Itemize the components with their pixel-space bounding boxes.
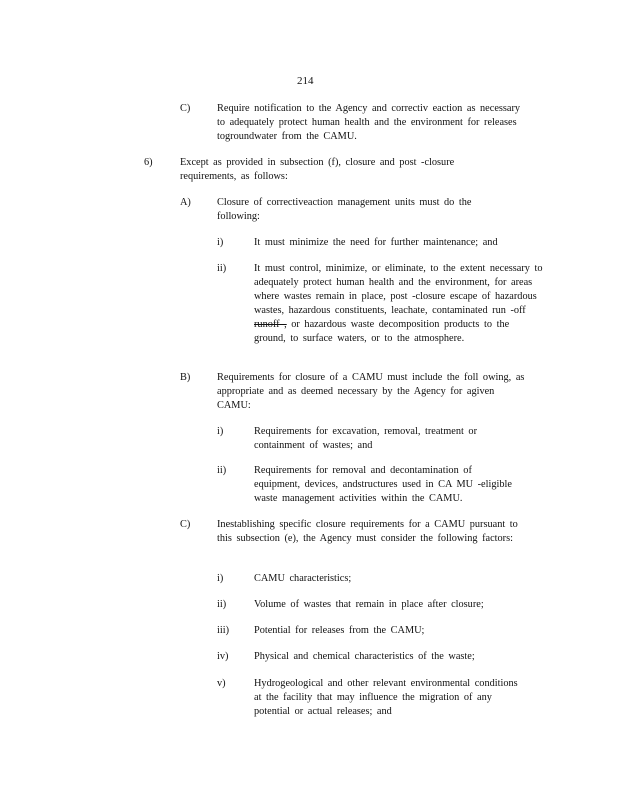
subsection-b-i-text: Requirements for excavation, removal, treatment or containment of wastes; and xyxy=(254,426,478,451)
subsection-c-ii-label: ii) xyxy=(217,599,227,610)
item-6-text: Except as provided in subsection (f), closure and post -closure requirements, as follows: xyxy=(180,157,455,182)
subsection-c-iv-text: Physical and chemical characteristics of the waste; xyxy=(254,651,475,662)
subsection-c-iii-label: iii) xyxy=(217,625,230,636)
subsection-c-i-text: CAMU characteristics; xyxy=(254,573,352,584)
struck-text: runoff , xyxy=(254,319,287,330)
subsection-a-label: A) xyxy=(180,197,191,208)
subsection-b-text: Requirements for closure of a CAMU must include the foll owing, as appropriate and as deemed necessary by the Agency for agiven CAMU: xyxy=(217,372,525,411)
item-6-label: 6) xyxy=(144,157,153,168)
subsection-c-label: C) xyxy=(180,519,191,530)
subsection-c-iii-text: Potential for releases from the CAMU; xyxy=(254,625,425,636)
subsection-c-v-text: Hydrogeological and other relevant environmental conditions at the facility that may influence the migration of any potential or actual releases; and xyxy=(254,678,518,717)
subsection-c-v-label: v) xyxy=(217,678,226,689)
subsection-a-i-label: i) xyxy=(217,237,224,248)
item-c-text: Require notification to the Agency and correctiv eaction as necessary to adequately protect human health and the environment for releases togroundwater from the CAMU. xyxy=(217,103,521,142)
subsection-a-ii-text xyxy=(254,262,544,346)
subsection-a-i-text: It must minimize the need for further maintenance; and xyxy=(254,237,498,248)
subsection-b-i-label: i) xyxy=(217,426,224,437)
subsection-c-ii-text: Volume of wastes that remain in place after closure; xyxy=(254,599,484,610)
subsection-a-ii-text-before: It must control, minimize, or eliminate, to the extent necessary to adequately protect human health and the environment, for areas where wastes remain in place, post -closure escape of hazardous wastes, hazardous constituents, leachate, contaminated run -off xyxy=(254,263,543,316)
subsection-b-label: B) xyxy=(180,372,191,383)
subsection-b-ii-label: ii) xyxy=(217,465,227,476)
page-number: 214 xyxy=(297,75,314,87)
subsection-a-ii-text-after: or hazardous waste decomposition products to the ground, to surface waters, or to the atmosphere. xyxy=(254,319,510,344)
item-c-label: C) xyxy=(180,103,191,114)
subsection-c-iv-label: iv) xyxy=(217,651,229,662)
subsection-a-ii-label: ii) xyxy=(217,263,227,274)
subsection-b-ii-text: Requirements for removal and decontamination of equipment, devices, andstructures used in CA MU -eligible waste management activities within the CAMU. xyxy=(254,465,512,504)
subsection-c-i-label: i) xyxy=(217,573,224,584)
subsection-c-text: Inestablishing specific closure requirements for a CAMU pursuant to this subsection (e), the Agency must consider the following factors: xyxy=(217,519,518,544)
subsection-a-text: Closure of correctiveaction management units must do the following: xyxy=(217,197,472,222)
